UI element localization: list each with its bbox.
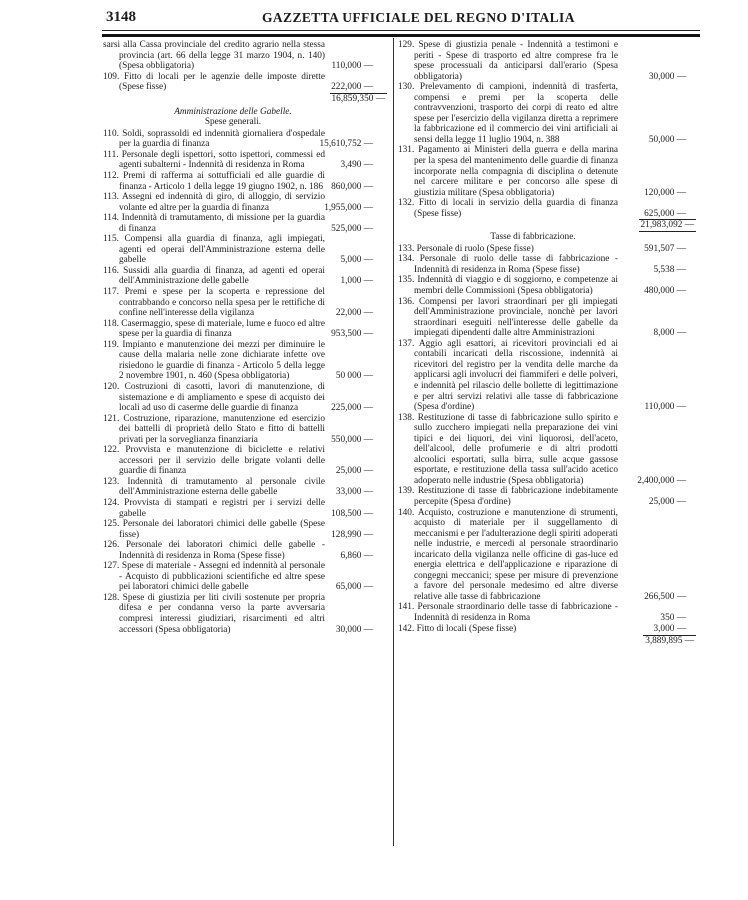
budget-entry [398, 508, 698, 603]
budget-entry [103, 266, 393, 287]
budget-entry [398, 40, 698, 82]
entry-amount: 50,000 — [648, 134, 686, 145]
left-column [103, 40, 393, 840]
entry-description: 135. Indennità di viaggio e di soggiorno, e competenze ai membri delle Commissioni (Spesa obbligatoria) [398, 275, 618, 297]
entry-description: 127. Spese di materiale - Assegni ed indennità al personale - Acquisto di pubblicazioni scientifiche ed altre spese pei laboratori chimici delle gabelle [103, 561, 325, 593]
entry-amount: 591,507 — [644, 243, 686, 254]
budget-entry [398, 339, 698, 413]
entry-description: 140. Acquisto, costruzione e manutenzione di strumenti, acquisto di materiale per il suggellamento di meccanismi e per l'adulterazione degli spiriti adoperati nelle industrie, e mercedi al personale straordinario incaricato della vigilanza nelle officine di gas-luce ed energia elettrica e dell'applicazione e riparazione di congegni meccanici; spese per misure di prevenzione a favore del personale medesimo ed altre diverse relative alle tasse di fabbricazione [398, 507, 618, 602]
entry-amount: 625,000 — [644, 208, 686, 219]
right-subtotal [398, 219, 698, 230]
entry-amount: 2,400,000 — [637, 475, 686, 486]
entry-amount: 15,610,752 — [319, 139, 373, 150]
entry-amount: 8,000 — [653, 328, 686, 339]
budget-entry [398, 145, 698, 198]
entry-amount: 22,000 — [335, 308, 373, 319]
section-title-tasse-fabbricazione: Tasse di fabbricazione. [490, 232, 576, 243]
budget-entry [398, 254, 698, 275]
budget-entry [398, 624, 698, 635]
entry-description: 125. Personale dei laboratori chimici delle gabelle (Spese fisse) [103, 519, 325, 540]
budget-entry [103, 287, 393, 319]
right-entries-b [398, 244, 698, 634]
budget-entry [103, 540, 393, 561]
entry-amount: 30,000 — [335, 624, 373, 635]
entry-description: 116. Sussidi alla guardia di finanza, ad agenti ed operai dell'Amministrazione delle gabelle [103, 265, 325, 287]
entry-description: 133. Personale di ruolo (Spese fisse) [398, 243, 534, 254]
entry-amount: 120,000 — [644, 187, 686, 198]
budget-entry [398, 244, 698, 255]
entry-description: 112. Premi di rafferma ai sottufficiali ed alle guardie di finanza - Articolo 1 della legge 19 giugno 1902, n. 186 [103, 171, 325, 192]
entry-amount: 266,500 — [644, 591, 686, 602]
entry-description: 122. Provvista e manutenzione di biciclette e relativi accessori per il servizio delle brigate volanti delle guardie di finanza [103, 445, 325, 477]
budget-entry [398, 486, 698, 507]
budget-entry [398, 602, 698, 623]
budget-entry [103, 498, 393, 519]
entry-description: 130. Prelevamento di campioni, indennità di trasferta, compensi e premi per la scoperta delle contravvenzioni, trasporto dei corpi di reato ed altre spese per l'esercizio della vigilanza diretta a reprimere la fabbricazione ed il commercio dei vini artificiali ai sensi della legge 11 luglio 1904, n. 388 [398, 82, 618, 145]
entry-amount: 525,000 — [331, 223, 373, 234]
entry-amount: 6,860 — [340, 550, 373, 561]
budget-entry [103, 234, 393, 266]
final-total [398, 635, 698, 646]
entry-description: 131. Pagamento ai Ministeri della guerra e della marina per la spesa del mantenimento delle guardie di finanza incorporate nella compagnia di disciplina o detenute nel carcere militare e per concorso alle spese di giustizia militare (Spesa obbligatoria) [398, 145, 618, 198]
entry-description: 119. Impianto e manutenzione dei mezzi per diminuire le cause della malaria nelle zone dichiarate infette ove risiedono le guardie di finanza - Articolo 5 della legge 2 novembre 1901, n. 460 (Spesa obbligatoria) [103, 339, 325, 382]
entry-description: 111. Personale degli ispettori, sotto ispettori, commessi ed agenti subalterni - Indennità di residenza in Roma [103, 149, 325, 171]
budget-entry [103, 340, 393, 382]
entry-description: 109. Fitto di locali per le agenzie delle imposte dirette (Spese fisse) [103, 71, 325, 93]
entry-amount: 953,500 — [331, 329, 373, 340]
final-total-value: 3,889,895 — [645, 636, 694, 647]
budget-entry [103, 129, 393, 150]
header-rule-thin [102, 30, 700, 31]
budget-entry [103, 213, 393, 234]
budget-entry [398, 413, 698, 487]
left-top-entries [103, 40, 393, 93]
budget-entry [103, 477, 393, 498]
entry-description: 138. Restituzione di tasse di fabbricazione sullo spirito e sullo zucchero impiegati nella preparazione dei vini tipici e dei liquori, dei vini liquorosi, dell'aceto, dell'alcool, delle profumerie e di altri prodotti alcoolici esportati, sulla birra, sulle acque gassose esportate, e restituzione della tassa sull'acido acetico adoperato nelle industrie (Spesa obbligatoria) [398, 412, 618, 486]
entry-description: 113. Assegni ed indennità di giro, di alloggio, di servizio volante ed altre per la guardia di finanza [103, 192, 325, 213]
entry-amount: 480,000 — [644, 286, 686, 297]
entry-description: 118. Casermaggio, spese di materiale, lume e fuoco ed altre spese per la guardia di finanza [103, 318, 325, 340]
entry-description: 137. Aggio agli esattori, ai ricevitori provinciali ed ai contabili incaricati della riscossione, indennità ai ricevitori del registro per la vendita delle marche da applicarsi agli involucri dei fiammiferi e delle polveri, e indennità pel rilascio delle bollette di legittimazione e per altri servizi relativi alle tasse di fabbricazione (Spesa d'ordine) [398, 338, 618, 413]
entry-description: 134. Personale di ruolo delle tasse di fabbricazione - Indennità di residenza in Roma (Spese fisse) [398, 254, 618, 275]
entry-description: 114. Indennità di tramutamento, di missione per la guardia di finanza [103, 213, 325, 234]
entry-description: 136. Compensi per lavori straordinari per gli impiegati dell'Amministrazione provinciale, nonchè per lavori straordinari eseguiti nell'interesse delle gabelle da impiegati dipendenti dalle altre Amministrazioni [398, 296, 618, 339]
right-column [398, 40, 698, 860]
entry-amount: 30,000 — [648, 71, 686, 82]
entry-amount: 25,000 — [335, 466, 373, 477]
page-number: 3148 [106, 9, 136, 25]
budget-entry [103, 171, 393, 192]
budget-entry [103, 319, 393, 340]
entry-amount: 25,000 — [648, 496, 686, 507]
budget-entry [103, 445, 393, 477]
entry-description: 123. Indennità di tramutamento al personale civile dell'Amministrazione esterna delle gabelle [103, 476, 325, 498]
entry-amount: 860,000 — [331, 181, 373, 192]
budget-entry [103, 150, 393, 171]
entry-description: 120. Costruzioni di casotti, lavori di manutenzione, di sistemazione e di ampliamento e spese di acquisto dei locali ad uso di caserme delle guardie di finanza [103, 381, 325, 414]
budget-entry [103, 192, 393, 213]
entry-description: 126. Personale dei laboratori chimici delle gabelle - Indennità di residenza in Roma (Spese fisse) [103, 540, 325, 561]
entry-description: 142. Fitto di locali (Spese fisse) [398, 623, 517, 634]
entry-amount: 65,000 — [335, 582, 373, 593]
entry-amount: 3,490 — [340, 160, 373, 171]
budget-entry [103, 414, 393, 446]
gazette-title: GAZZETTA UFFICIALE DEL REGNO D'ITALIA [262, 10, 575, 25]
budget-entry [398, 198, 698, 219]
left-main-entries [103, 129, 393, 635]
entry-amount: 50 000 — [335, 371, 373, 382]
left-subtotal-value: 16,859,350 — [331, 93, 385, 104]
entry-description: 139. Restituzione di tasse di fabbricazione indebitamente percepite (Spesa d'ordine) [398, 486, 618, 507]
entry-description: 124. Provvista di stampati e registri per i servizi delle gabelle [103, 497, 325, 519]
page-header [0, 9, 748, 27]
budget-entry [398, 82, 698, 145]
budget-entry [398, 275, 698, 296]
budget-entry [103, 72, 393, 93]
entry-amount: 108,500 — [331, 508, 373, 519]
entry-description: 141. Personale straordinario delle tasse di fabbricazione - Indennità di residenza in Roma [398, 602, 618, 623]
section-subtitle-spese-generali: Spese generali. [204, 117, 262, 128]
section-title-gabelle: Amministrazione delle Gabelle. [174, 106, 292, 117]
entry-amount: 110,000 — [331, 61, 373, 72]
column-divider [393, 38, 394, 846]
header-rule-thick [102, 34, 700, 37]
entry-description: sarsi alla Cassa provinciale del credito agrario nella stessa provincia (art. 66 della legge 31 marzo 1904, n. 140) (Spesa obbligatoria) [103, 40, 325, 72]
budget-entry [103, 40, 393, 72]
budget-entry [398, 297, 698, 339]
entry-description: 128. Spese di giustizia per liti civili sostenute per propria difesa e per condanna verso la parte avversaria compresi interessi giudiziari, risarcimenti ed altri accessori (Spesa obbligatoria) [103, 592, 325, 635]
entry-amount: 222,000 — [331, 82, 373, 93]
budget-entry [103, 519, 393, 540]
entry-amount: 225,000 — [331, 403, 373, 414]
entry-amount: 5,538 — [653, 264, 686, 275]
entry-amount: 5,000 — [340, 255, 373, 266]
entry-amount: 33,000 — [335, 487, 373, 498]
entry-description: 121. Costruzione, riparazione, manutenzione ed esercizio dei battelli di proprietà dello Stato e fitto di battelli privati per la sorveglianza finanziaria [103, 413, 325, 445]
entry-description: 129. Spese di giustizia penale - Indennità a testimoni e periti - Spese di trasporto ed altre comprese fra le spese processuali da anticiparsi dall'erario (Spesa obbligatoria) [398, 40, 618, 82]
left-subtotal [103, 93, 393, 104]
entry-amount: 110,000 — [644, 402, 686, 413]
entry-description: 110. Soldi, soprassoldi ed indennità giornaliera d'ospedale per la guardia di finanza [103, 128, 325, 150]
entry-description: 117. Premi e spese per la scoperta e repressione del contrabbando e concorso nella spesa per le rettifiche di confine nell'interesse della vigilanza [103, 287, 325, 319]
entry-description: 132. Fitto di locali in servizio della guardia di finanza (Spese fisse) [398, 198, 618, 219]
entry-amount: 350 — [660, 612, 686, 623]
budget-entry [103, 593, 393, 635]
entry-amount: 1,000 — [340, 276, 373, 287]
right-entries-a [398, 40, 698, 219]
budget-entry [103, 382, 393, 414]
entry-amount: 128,990 — [331, 529, 373, 540]
entry-amount: 550,000 — [331, 434, 373, 445]
budget-entry [103, 561, 393, 593]
right-subtotal-value: 21,983,092 — [640, 220, 694, 231]
entry-amount: 3,000 — [653, 623, 686, 634]
entry-amount: 1,955,000 — [324, 202, 373, 213]
entry-description: 115. Compensi alla guardia di finanza, agli impiegati, agenti ed operai dell'Amministrazione esterna delle gabelle [103, 234, 325, 266]
